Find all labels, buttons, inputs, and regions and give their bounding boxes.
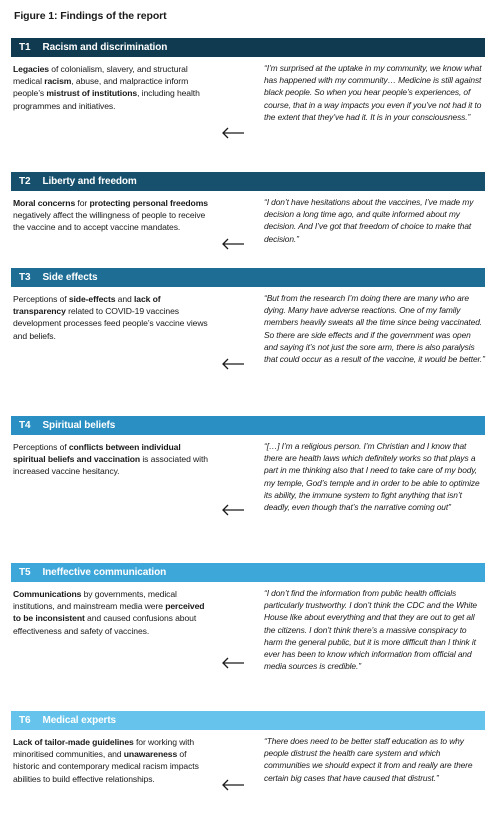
theme-id: T2 [19,176,31,187]
theme-id: T4 [19,420,31,431]
theme-body [11,435,485,581]
finding-emphasis: protecting personal freedoms [89,198,208,208]
finding-emphasis: mistrust of institutions [46,88,138,99]
finding-text [13,293,213,342]
theme-header [11,563,485,582]
finding-emphasis: perceived to be inconsistent [13,601,205,624]
participant-quote: “There does need to be better staff education as to why people distrust the health care system and which communities we should expect it from and really are there certain big cases that have caused that distrust.” [264,736,473,783]
figure-title: Figure 1: Findings of the report [14,10,167,22]
participant-quote: “I don’t have hesitations about the vaccines, I’ve made my decision a long time ago, and quite informed about my decision. And I’ve got that freedom of choice to make that decision.” [264,197,474,244]
finding-segment: , including health programmes and initiatives. [13,88,200,111]
finding-segment: Perceptions of [13,294,69,304]
finding-emphasis: Lack of tailor-made guidelines [13,737,134,747]
finding-segment: for working with minoritised communities, and [13,737,195,760]
finding-emphasis: side-effects [68,294,116,304]
participant-quote: “I don’t find the information from public health officials particularly trustworthy. I don’t think the CDC and the White House like about everything and that they are out to get all the citizens. I don’t think there’s a massive conspiracy to harm the general public, but it is more difficult than I think it ever has been to know which information from official and media sources is credible.” [264,588,477,672]
theme-body [11,287,485,433]
finding-emphasis: lack of transparency [13,294,161,317]
finding-emphasis: conflicts between individual spiritual beliefs and vaccination [13,442,181,465]
finding-text [13,736,213,785]
theme-header [11,172,485,191]
theme-header [11,416,485,435]
theme-title: Racism and discrimination [42,42,168,53]
finding-emphasis: unawareness [123,749,178,760]
theme-id: T6 [19,715,31,726]
finding-segment: , abuse, and malpractice inform people’s [13,76,189,99]
finding-segment: by governments, medical institutions, and mainstream media were [13,589,177,612]
theme-id: T5 [19,567,31,578]
left-arrow-icon [221,238,245,250]
left-arrow-icon [221,779,245,791]
theme-id: T1 [19,42,31,53]
theme-section-t5 [11,563,485,728]
theme-section-t1 [11,38,485,190]
theme-section-t6 [11,711,485,830]
theme-section-t3 [11,268,485,433]
theme-header [11,711,485,730]
left-arrow-icon [221,504,245,516]
theme-id: T3 [19,272,31,283]
left-arrow-icon [221,127,245,139]
finding-segment: and caused confusions about effectiveness and safety of vaccines. [13,613,197,636]
theme-body [11,582,485,728]
finding-text [13,63,213,112]
theme-title: Medical experts [42,715,117,726]
finding-segment: related to COVID-19 vaccines development processes feed people’s vaccine views and beliefs. [13,306,208,341]
theme-title: Side effects [42,272,98,283]
theme-header [11,38,485,57]
finding-segment: for [75,198,90,208]
theme-body [11,730,485,830]
theme-header [11,268,485,287]
theme-title: Spiritual beliefs [42,420,116,431]
finding-segment: negatively affect the willingness of people to receive the vaccine and to accept vaccine mandates. [13,210,206,233]
left-arrow-icon [221,657,245,669]
finding-segment: of colonialism, slavery, and structural medical [13,64,188,87]
finding-emphasis: racism [44,76,72,87]
finding-segment: Perceptions of [13,442,69,452]
finding-emphasis: Legacies [13,64,49,74]
finding-segment: is associated with increased vaccine hesitancy. [13,454,208,477]
finding-emphasis: Moral concerns [13,198,76,208]
participant-quote: “I’m surprised at the uptake in my community, we know what has happened with my community… Medicine is still against black people. So when you hear people’s experiences, of course, that in a way impacts you even if you’ve not had it to the extent that they’ve had it. It is in your consciousness.” [264,63,482,122]
finding-text [13,588,213,637]
finding-emphasis: Communications [13,589,82,599]
participant-quote: “But from the research I’m doing there are many who are dying. Many have adverse reactions. One of my family members heavily sweats all the time since being vaccinated. So there are side effects and if the government was open and saying it’s not just the sore arm, there is also paralysis that could occur as a result of the vaccine, it would be better.” [264,293,485,365]
theme-title: Ineffective communication [42,567,167,578]
left-arrow-icon [221,358,245,370]
finding-segment: and [115,294,135,304]
finding-segment: of historic and contemporary medical racism impacts abilities to build effective relationships. [13,749,199,784]
theme-body [11,57,485,190]
finding-text [13,441,213,478]
theme-section-t4 [11,416,485,581]
finding-text [13,197,213,234]
theme-title: Liberty and freedom [42,176,137,187]
participant-quote: “[…] I’m a religious person. I’m Christian and I know that there are health laws which definitely works so that plays a part in me thinking also that I need to take care of my body, my temple, God’s temple and in order to be able to optimize its ability, the immune system to fight anything that isn’t deadly, even though that’s the narrative coming out” [264,441,480,513]
